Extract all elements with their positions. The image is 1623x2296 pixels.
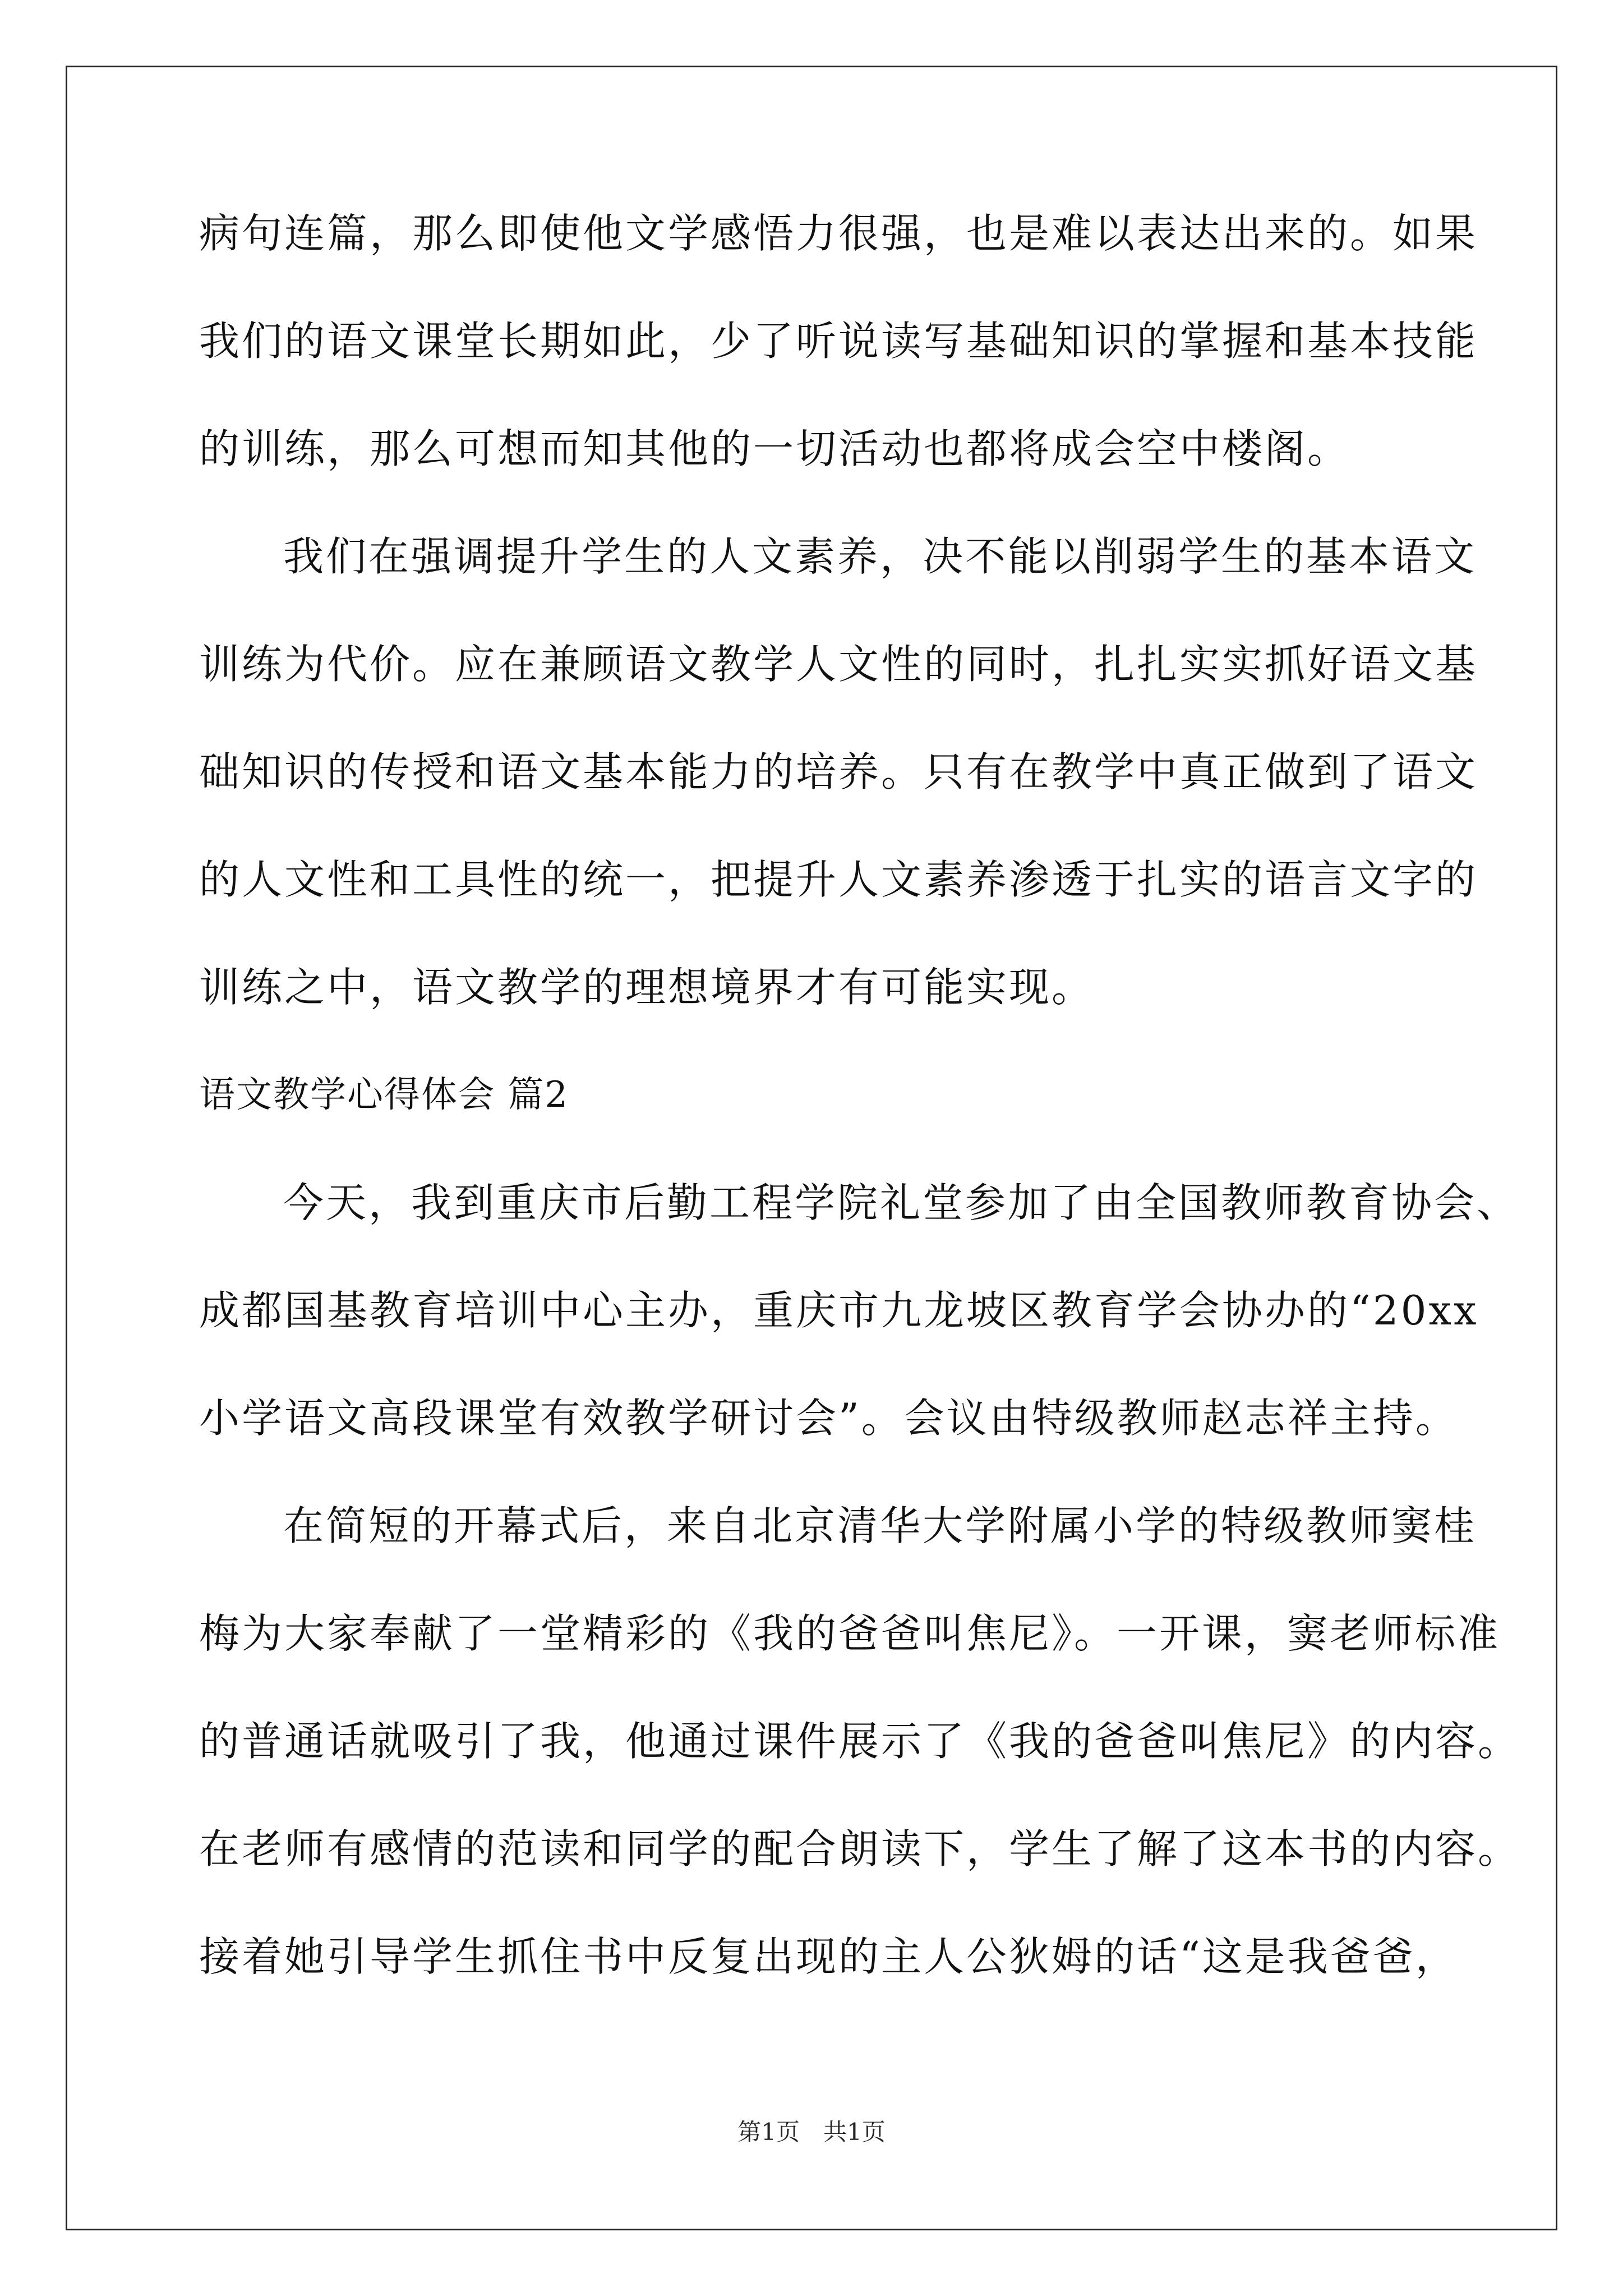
- text-line-13: 梅为大家奉献了一堂精彩的《我的爸爸叫焦尼》。一开课，窦老师标准: [199, 1610, 1501, 1657]
- text-line-3: 的训练，那么可想而知其他的一切活动也都将成会空中楼阁。: [199, 425, 1350, 472]
- text-line-10: 成都国基教育培训中心主办，重庆市九龙坡区教育学会协办的“20xx: [199, 1287, 1479, 1334]
- document-body: [199, 210, 1521, 2044]
- text-line-15: 在老师有感情的范读和同学的配合朗读下，学生了解了这本书的内容。: [199, 1825, 1521, 1872]
- text-line-11: 小学语文高段课堂有效教学研讨会”。会议由特级教师赵志祥主持。: [199, 1395, 1458, 1442]
- section-heading: 语文教学心得体会 篇2: [199, 1074, 569, 1116]
- text-line-16: 接着她引导学生抓住书中反复出现的主人公狄姆的话“这是我爸爸，: [199, 1933, 1458, 1980]
- text-line-8: 训练之中，语文教学的理想境界才有可能实现。: [199, 964, 1095, 1011]
- text-line-5: 训练为代价。应在兼顾语文教学人文性的同时，扎扎实实抓好语文基: [199, 641, 1478, 688]
- text-line-7: 的人文性和工具性的统一，把提升人文素养渗透于扎实的语言文字的: [199, 856, 1478, 903]
- text-line-2: 我们的语文课堂长期如此，少了听说读写基础知识的掌握和基本技能: [199, 318, 1478, 365]
- text-line-12: 在简短的开幕式后，来自北京清华大学附属小学的特级教师窦桂: [283, 1502, 1477, 1549]
- text-line-4: 我们在强调提升学生的人文素养，决不能以削弱学生的基本语文: [283, 533, 1477, 580]
- page-number: 第1页 共1页: [737, 2118, 886, 2146]
- text-line-1: 病句连篇，那么即使他文学感悟力很强，也是难以表达出来的。如果: [199, 210, 1478, 257]
- text-line-6: 础知识的传授和语文基本能力的培养。只有在教学中真正做到了语文: [199, 748, 1478, 795]
- text-line-9: 今天，我到重庆市后勤工程学院礼堂参加了由全国教师教育协会、: [283, 1179, 1520, 1226]
- text-line-14: 的普通话就吸引了我，他通过课件展示了《我的爸爸叫焦尼》的内容。: [199, 1718, 1521, 1765]
